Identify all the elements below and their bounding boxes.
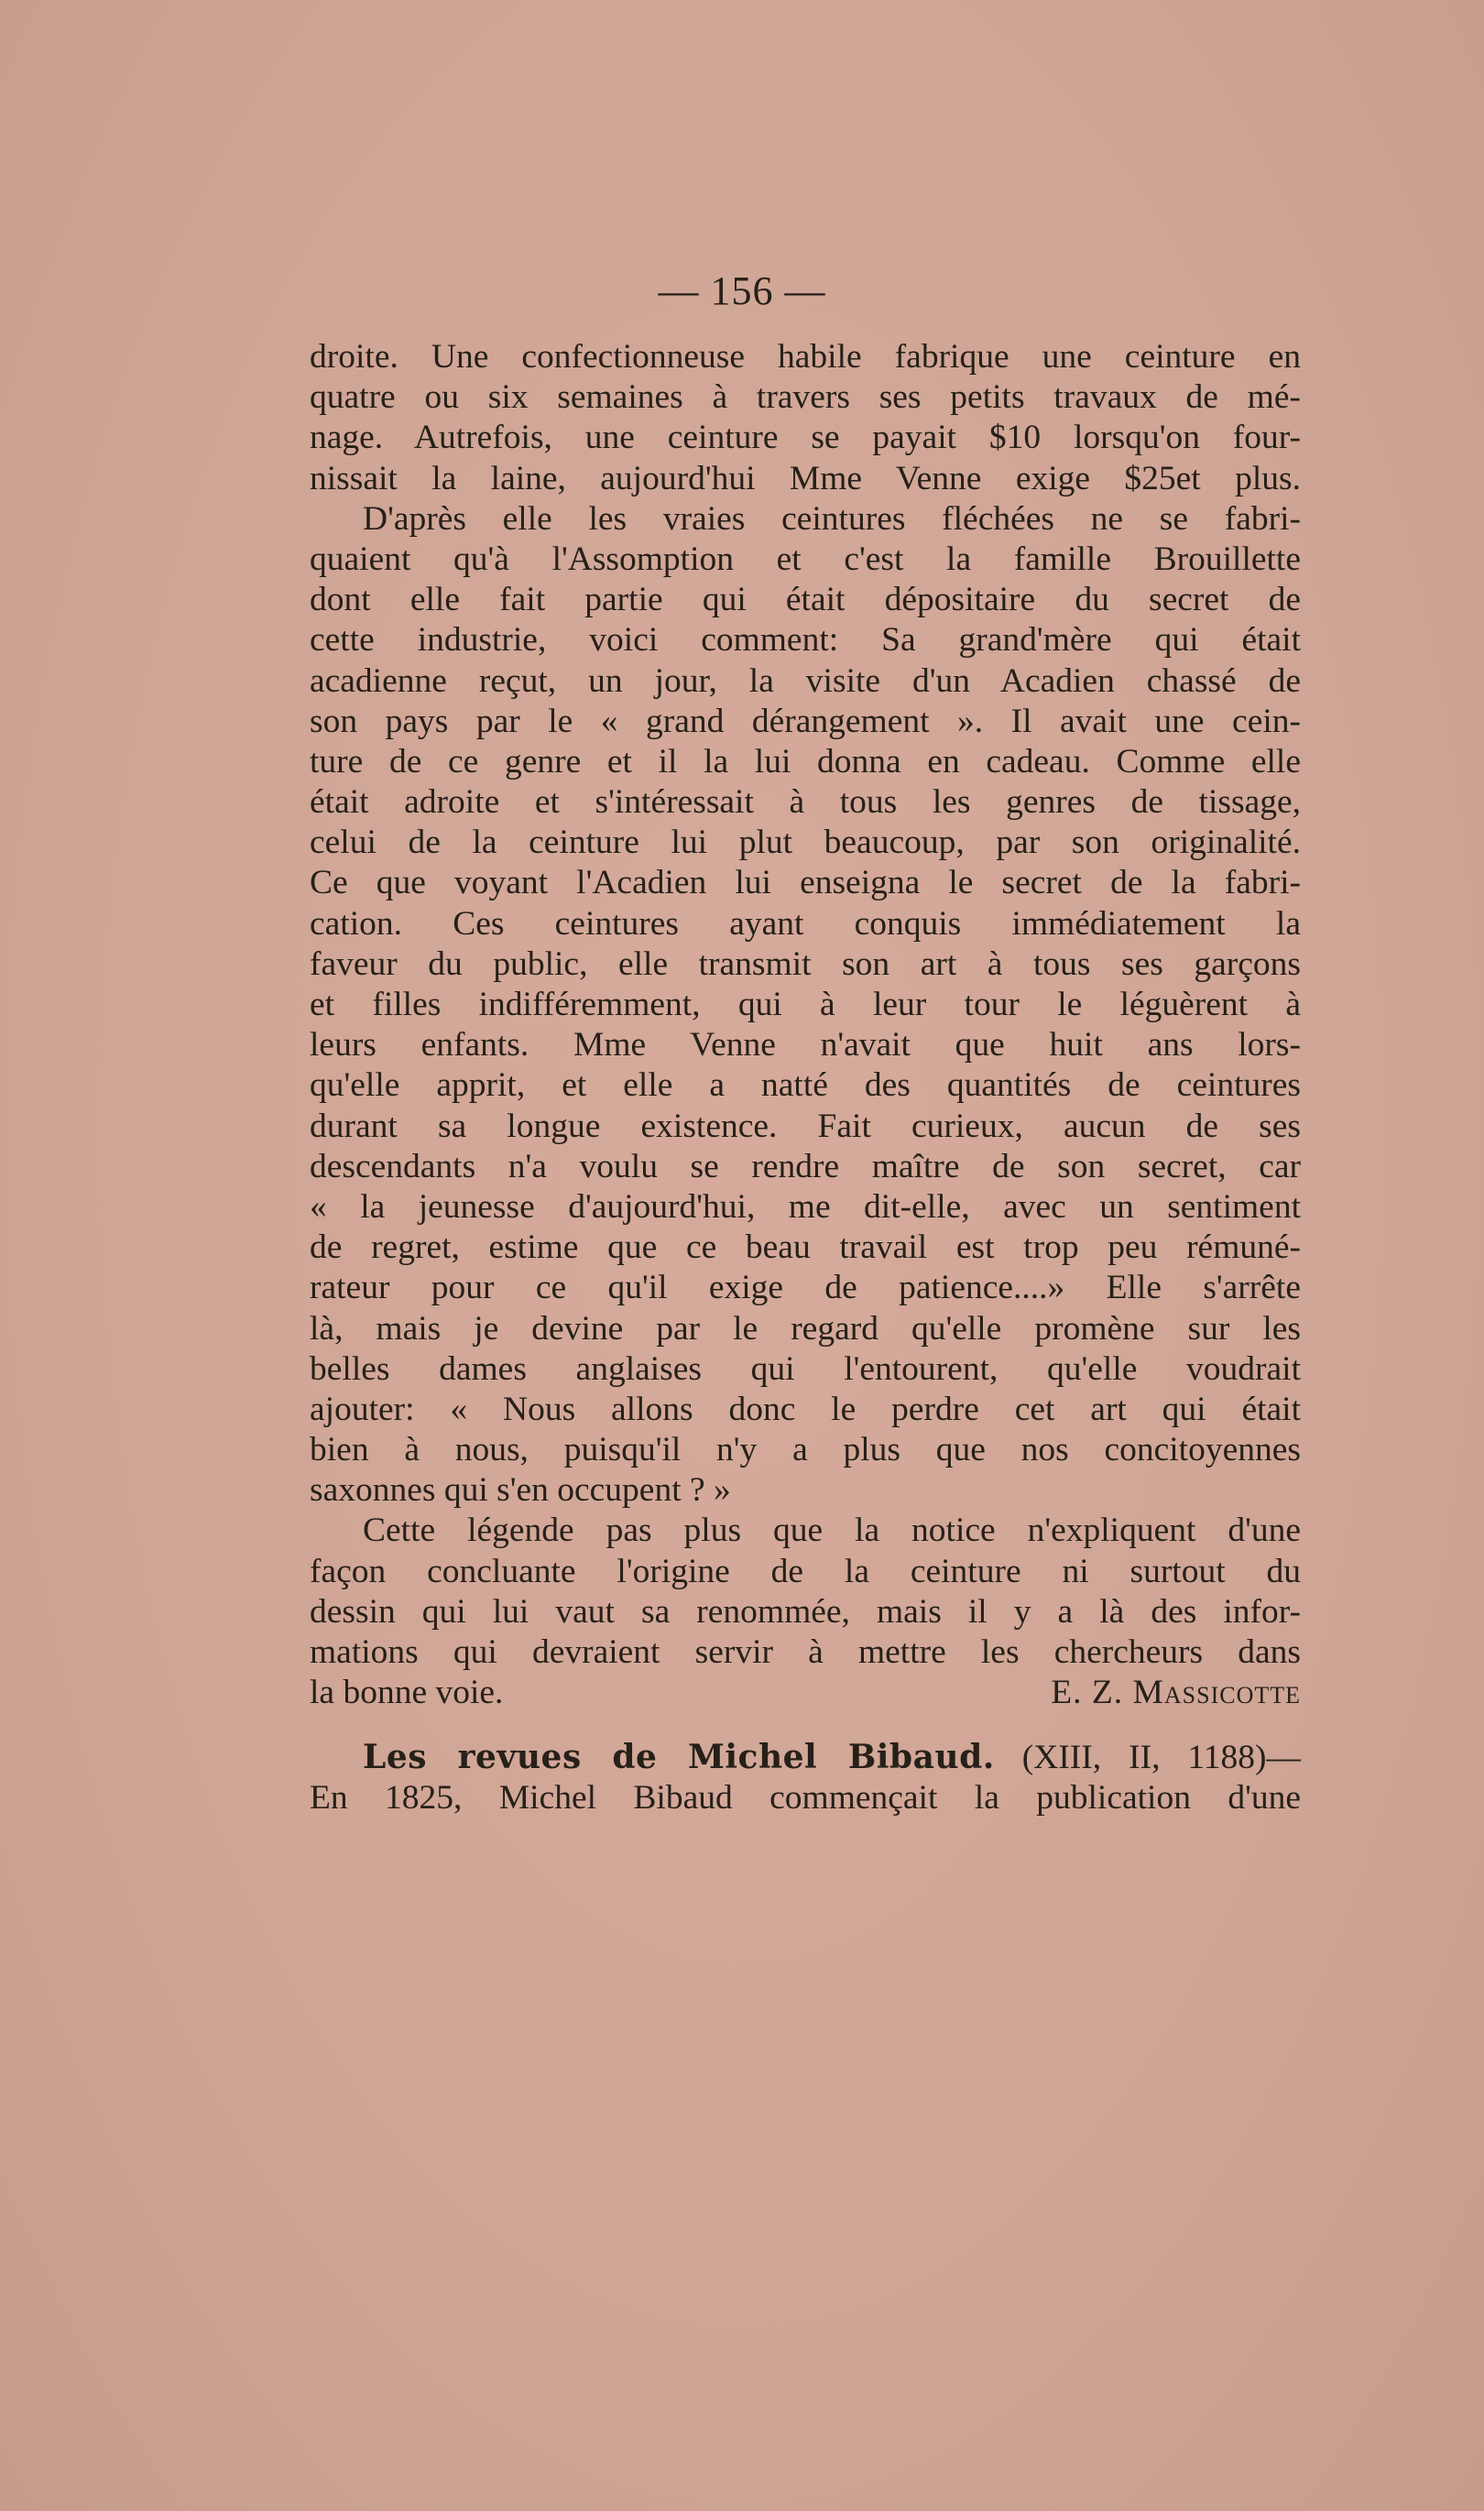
closing-line [310,1673,1301,1713]
text-line: quaient qu'à l'Assomption et c'est la famille Brouillette [310,540,1301,578]
closing-text: la bonne voie. [310,1674,504,1712]
text-line: cette industrie, voici comment: Sa grand'mère qui était [310,621,1301,660]
text-line: dont elle fait partie qui était dépositaire du secret de [310,581,1301,619]
text-line: descendants n'a voulu se rendre maître de son secret, car [310,1147,1301,1185]
section-reference: (XIII, II, 1188)— [1021,1739,1301,1777]
text-line: acadienne reçut, un jour, la visite d'un Acadien chassé de [310,661,1301,700]
page-number: — 156 — [658,268,826,313]
text-line: son pays par le « grand dérangement ». Il avait une cein- [310,702,1301,740]
text-line: là, mais je devine par le regard qu'elle promène sur les [310,1309,1301,1348]
text-line: façon concluante l'origine de la ceinture ni surtout du [310,1552,1301,1590]
text-line: cation. Ces ceintures ayant conquis immédiatement la [310,904,1301,943]
text-line: dessin qui lui vaut sa renommée, mais il y a là des infor- [310,1592,1301,1631]
paragraphs [310,337,1301,1673]
paragraph [310,499,1301,1512]
paragraph [310,337,1301,499]
text-line: de regret, estime que ce beau travail est trop peu rémuné- [310,1228,1301,1267]
text-line: ture de ce genre et il la lui donna en cadeau. Comme elle [310,742,1301,781]
text-line: et filles indifféremment, qui à leur tour le léguèrent à [310,986,1301,1023]
section-entry [310,1737,1301,1818]
text-line: bien à nous, puisqu'il n'y a plus que nos concitoyennes [310,1431,1301,1469]
text-line: quatre ou six semaines à travers ses petits travaux de mé- [310,378,1301,417]
text-line: D'après elle les vraies ceintures fléchées ne se fabri- [363,499,1301,538]
text-line: leurs enfants. Mme Venne n'avait que huit ans lors- [310,1026,1301,1064]
text-line: ajouter: « Nous allons donc le perdre cet art qui était [310,1390,1301,1428]
text-line: nage. Autrefois, une ceinture se payait $10 lorsqu'on four- [310,419,1301,457]
text-line: nissait la laine, aujourd'hui Mme Venne exige $25et plus. [310,459,1301,497]
text-line: droite. Une confectionneuse habile fabrique une ceinture en [310,338,1301,376]
text-line: qu'elle apprit, et elle a natté des quantités de ceintures [310,1066,1301,1105]
section-heading-line [310,1737,1301,1777]
text-line: celui de la ceinture lui plut beaucoup, par son originalité. [310,824,1301,862]
text-line: saxonnes qui s'en occupent ? » [310,1471,731,1510]
text-line: mations qui devraient servir à mettre les chercheurs dans [310,1633,1301,1671]
text-line: rateur pour ce qu'il exige de patience....» Elle s'arrête [310,1269,1301,1307]
text-line: était adroite et s'intéressait à tous les genres de tissage, [310,783,1301,822]
body-text [310,337,1301,1818]
section-title: Les revues de Michel Bibaud. [363,1738,995,1777]
text-line: Cette légende pas plus que la notice n'expliquent d'une [363,1512,1301,1550]
text-line: faveur du public, elle transmit son art à tous ses garçons [310,944,1301,983]
text-line: Ce que voyant l'Acadien lui enseigna le secret de la fabri- [310,864,1301,902]
text-line: « la jeunesse d'aujourd'hui, me dit-elle, avec un sentiment [310,1187,1301,1226]
author-signature: E. Z. Massicotte [1051,1674,1301,1712]
section-body-line: En 1825, Michel Bibaud commençait la publication d'une [310,1778,1301,1817]
paragraph [310,1511,1301,1673]
text-line: durant sa longue existence. Fait curieux, aucun de ses [310,1107,1301,1145]
text-line: belles dames anglaises qui l'entourent, qu'elle voudrait [310,1349,1301,1388]
